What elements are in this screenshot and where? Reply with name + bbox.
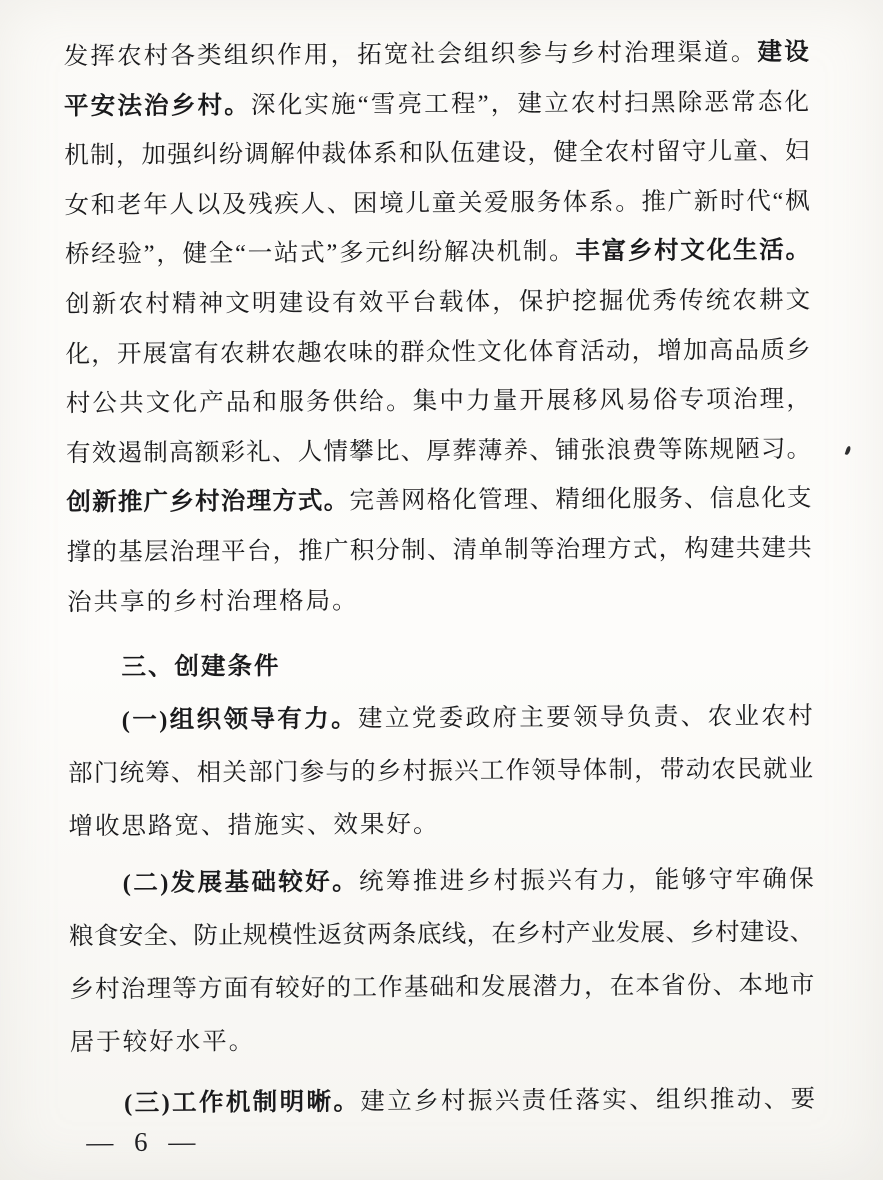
text-line <box>64 28 809 82</box>
line-text-bold: 建设 <box>757 38 809 67</box>
text-line <box>64 177 809 231</box>
line-text: 发挥农村各类组织作用，拓宽社会组织参与乡村治理渠道。 <box>63 39 758 71</box>
line-text: 化，开展富有农耕农趣农味的群众性文化体育活动，增加高品质乡 <box>65 336 811 368</box>
text-line <box>69 906 814 964</box>
page-content <box>64 28 816 1163</box>
line-text: 建立乡村振兴责任落实、组织推动、要 <box>360 1085 816 1116</box>
line-text-bold: (一)组织领导有力。 <box>121 705 359 735</box>
line-text: 统筹推进乡村振兴有力，能够守牢确保 <box>358 865 814 896</box>
line-text: 女和老年人以及残疾人、困境儿童关爱服务体系。推广新时代“枫 <box>64 187 810 220</box>
line-text-bold: (三)工作机制明晰。 <box>124 1088 361 1118</box>
line-text: 创新农村精神文明建设有效平台载体，保护挖掘优秀传统农耕文 <box>65 286 811 319</box>
line-text: 部门统筹、相关部门参与的乡村振兴工作领导体制，带动农民就业 <box>68 755 814 788</box>
text-line <box>65 226 810 280</box>
line-text: 建立党委政府主要领导负责、农业农村 <box>357 702 813 733</box>
line-text: 增收思路宽、措施实、效果好。 <box>68 811 440 841</box>
text-line <box>64 127 809 181</box>
line-text: 有效遏制高额彩礼、人情攀比、厚葬薄养、铺张浪费等陈规陋习。 <box>66 435 812 468</box>
line-text: 村公共文化产品和服务供给。集中力量开展移风易俗专项治理， <box>65 385 811 418</box>
line-text: 机制，加强纠纷调解仲裁体系和队伍建设，健全农村留守儿童、妇 <box>64 137 810 170</box>
line-text-bold: 丰富乡村文化生活。 <box>575 237 811 266</box>
text-line <box>68 743 813 801</box>
heading-text: 三、创建条件 <box>121 653 281 682</box>
text-line <box>68 796 813 854</box>
text-line <box>66 424 811 478</box>
text-line <box>66 474 811 528</box>
line-text: 桥经验”，健全“一站式”多元纠纷解决机制。 <box>64 238 576 269</box>
section-heading <box>67 637 812 695</box>
line-text: 撑的基层治理平台，推广积分制、清单制等治理方式，构建共建共 <box>66 534 812 567</box>
page-number: — 6 — <box>86 1126 203 1158</box>
text-line <box>70 1012 815 1070</box>
line-text-bold: 平安法治乡村。 <box>63 91 252 120</box>
line-text: 粮食安全、防止规模性返贫两条底线，在乡村产业发展、乡村建设、 <box>68 918 815 951</box>
line-text-bold: 创新推广乡村治理方式。 <box>66 487 350 517</box>
scan-speck-artifact <box>845 446 852 456</box>
line-text: 完善网格化管理、精细化服务、信息化支 <box>349 485 812 515</box>
text-line <box>64 77 809 131</box>
line-text: 居于较好水平。 <box>69 1028 256 1057</box>
text-line <box>66 375 811 429</box>
text-line <box>67 573 812 627</box>
text-line <box>69 853 814 911</box>
paragraph-continued <box>64 28 813 628</box>
line-text: 治共享的乡村治理格局。 <box>66 587 359 616</box>
text-line <box>69 959 814 1017</box>
line-text-bold: (二)发展基础较好。 <box>122 868 360 898</box>
paragraph-item-2 <box>69 853 815 1070</box>
text-line <box>67 524 812 578</box>
line-text: 深化实施“雪亮工程”，建立农村扫黑除恶常态化 <box>250 88 810 119</box>
text-line <box>65 276 810 330</box>
section-heading-row <box>67 637 812 695</box>
text-line <box>68 690 813 748</box>
text-line <box>65 325 810 379</box>
line-text: 乡村治理等方面有较好的工作基础和发展潜力，在本省份、本地市 <box>69 971 815 1004</box>
paragraph-item-1 <box>68 690 814 854</box>
